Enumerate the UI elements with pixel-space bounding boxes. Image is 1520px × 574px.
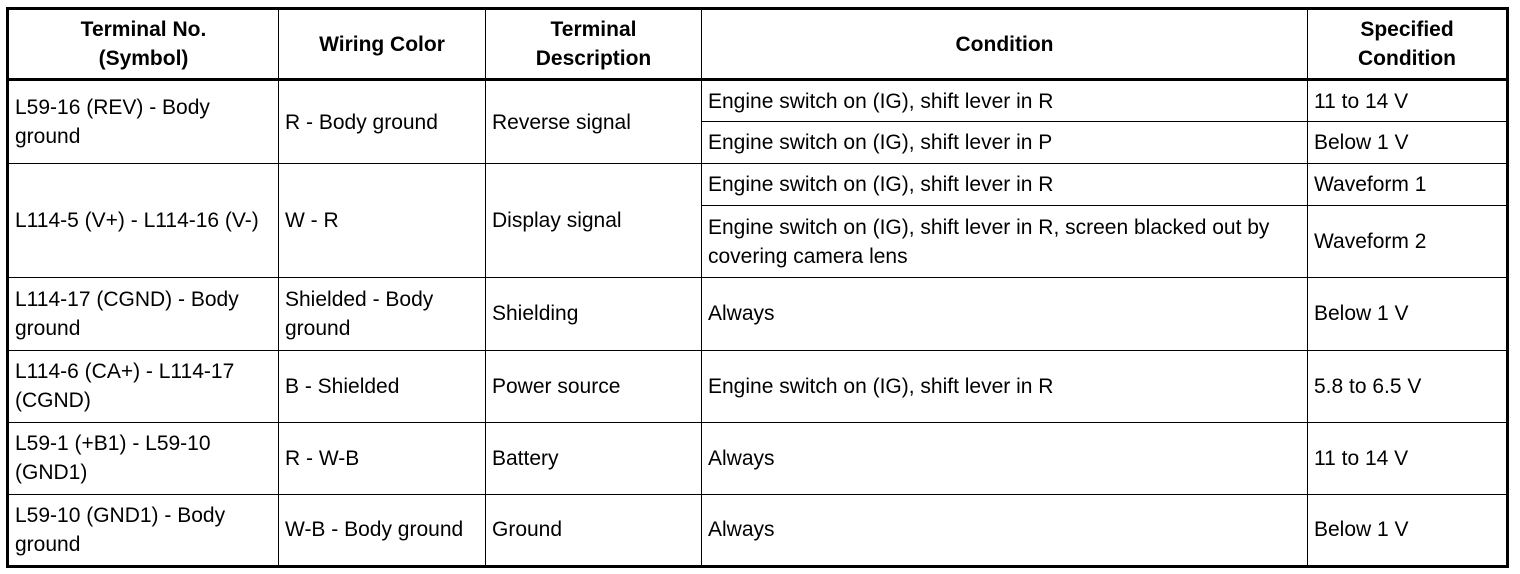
- header-terminal-no: Terminal No. (Symbol): [8, 9, 279, 80]
- wiring-color-cell: R - W-B: [279, 422, 486, 494]
- wiring-color-cell: W-B - Body ground: [279, 494, 486, 566]
- header-terminal-description: Terminal Description: [486, 9, 702, 80]
- wiring-color-cell: W - R: [279, 164, 486, 278]
- table-row: [8, 278, 1508, 350]
- terminal-cell: L59-10 (GND1) - Body ground: [8, 494, 279, 566]
- table-row: [8, 80, 1508, 122]
- wiring-color-cell: Shielded - Body ground: [279, 278, 486, 350]
- specified-condition-cell: Below 1 V: [1308, 122, 1508, 164]
- header-row: [8, 9, 1508, 80]
- condition-cell: Always: [702, 422, 1308, 494]
- condition-cell: Engine switch on (IG), shift lever in R: [702, 350, 1308, 422]
- specified-condition-cell: Waveform 2: [1308, 206, 1508, 278]
- header-specified-condition: Specified Condition: [1308, 9, 1508, 80]
- terminal-description-cell: Battery: [486, 422, 702, 494]
- table-row: [8, 164, 1508, 206]
- terminal-cell: L59-1 (+B1) - L59-10 (GND1): [8, 422, 279, 494]
- table-row: [8, 350, 1508, 422]
- terminal-cell: L59-16 (REV) - Body ground: [8, 80, 279, 164]
- specified-condition-cell: 11 to 14 V: [1308, 422, 1508, 494]
- wiring-color-cell: R - Body ground: [279, 80, 486, 164]
- terminal-description-cell: Shielding: [486, 278, 702, 350]
- specified-condition-cell: 5.8 to 6.5 V: [1308, 350, 1508, 422]
- terminal-cell: L114-5 (V+) - L114-16 (V-): [8, 164, 279, 278]
- specified-condition-cell: 11 to 14 V: [1308, 80, 1508, 122]
- terminal-cell: L114-17 (CGND) - Body ground: [8, 278, 279, 350]
- terminal-description-cell: Reverse signal: [486, 80, 702, 164]
- condition-cell: Always: [702, 278, 1308, 350]
- specified-condition-cell: Below 1 V: [1308, 494, 1508, 566]
- terminal-cell: L114-6 (CA+) - L114-17 (CGND): [8, 350, 279, 422]
- wiring-color-cell: B - Shielded: [279, 350, 486, 422]
- condition-cell: Engine switch on (IG), shift lever in R: [702, 80, 1308, 122]
- header-wiring-color: Wiring Color: [279, 9, 486, 80]
- terminal-description-cell: Power source: [486, 350, 702, 422]
- condition-cell: Engine switch on (IG), shift lever in R, screen blacked out by covering camera lens: [702, 206, 1308, 278]
- condition-cell: Always: [702, 494, 1308, 566]
- terminal-description-cell: Ground: [486, 494, 702, 566]
- header-condition: Condition: [702, 9, 1308, 80]
- table-row: [8, 422, 1508, 494]
- specified-condition-cell: Waveform 1: [1308, 164, 1508, 206]
- terminal-description-cell: Display signal: [486, 164, 702, 278]
- condition-cell: Engine switch on (IG), shift lever in R: [702, 164, 1308, 206]
- condition-cell: Engine switch on (IG), shift lever in P: [702, 122, 1308, 164]
- specified-condition-cell: Below 1 V: [1308, 278, 1508, 350]
- terminal-spec-table: [6, 7, 1509, 568]
- table-row: [8, 494, 1508, 566]
